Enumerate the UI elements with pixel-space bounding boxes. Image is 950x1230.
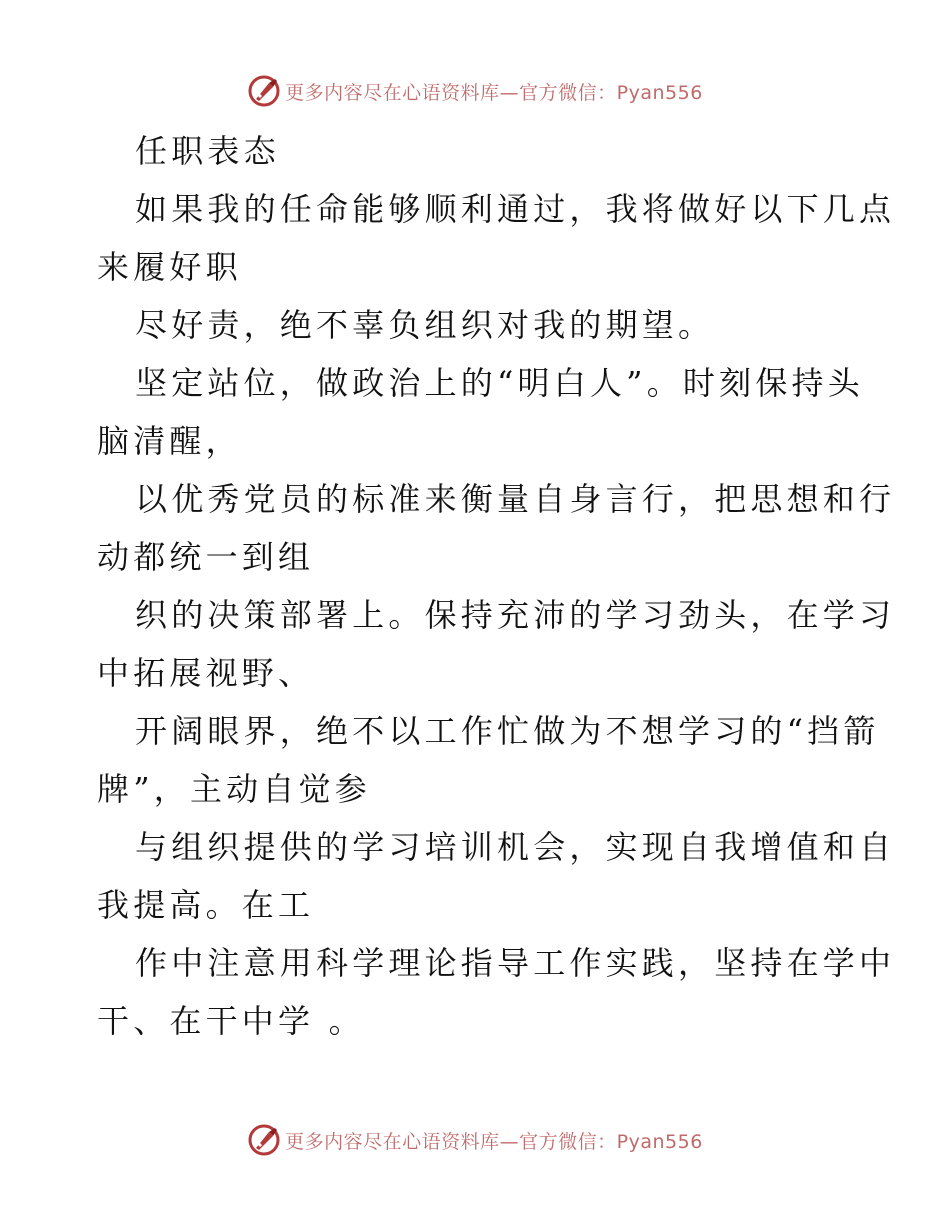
paragraph-line: 织的决策部署上。保持充沛的学习劲头，在学习 (135, 596, 896, 634)
document-title: 任职表态 (135, 132, 280, 170)
watermark-text: 更多内容尽在心语资料库—官方微信：Pyan556 (285, 81, 703, 104)
paragraph-line: 作中注意用科学理论指导工作实践，坚持在学中 (135, 944, 896, 982)
paragraph-line: 如果我的任命能够顺利通过，我将做好以下几点 (135, 190, 896, 228)
paragraph-line: 我提高。在工 (97, 886, 315, 924)
paragraph-line: 坚定站位，做政治上的“明白人”。时刻保持头 (135, 364, 864, 402)
footer-watermark-banner (0, 1120, 950, 1160)
paragraph-line: 与组织提供的学习培训机会，实现自我增值和自 (135, 828, 896, 866)
paragraph-line: 开阔眼界，绝不以工作忙做为不想学习的“挡箭 (135, 712, 880, 750)
paragraph-line: 尽好责，绝不辜负组织对我的期望。 (135, 306, 715, 344)
paragraph-line: 牌”，主动自觉参 (97, 770, 371, 808)
paragraph-line: 脑清醒， (97, 422, 242, 460)
paragraph-line: 动都统一到组 (97, 538, 315, 576)
document-body (97, 122, 896, 1050)
pen-nib-logo-icon (247, 74, 281, 108)
header-watermark-banner (0, 71, 950, 111)
paragraph-line: 来履好职 (97, 248, 242, 286)
paragraph-line: 以优秀党员的标准来衡量自身言行，把思想和行 (135, 480, 896, 518)
watermark-text: 更多内容尽在心语资料库—官方微信：Pyan556 (285, 1130, 703, 1153)
paragraph-line: 中拓展视野、 (97, 654, 315, 692)
paragraph-line: 干、在干中学 。 (97, 1002, 365, 1040)
pen-nib-logo-icon (247, 1123, 281, 1157)
